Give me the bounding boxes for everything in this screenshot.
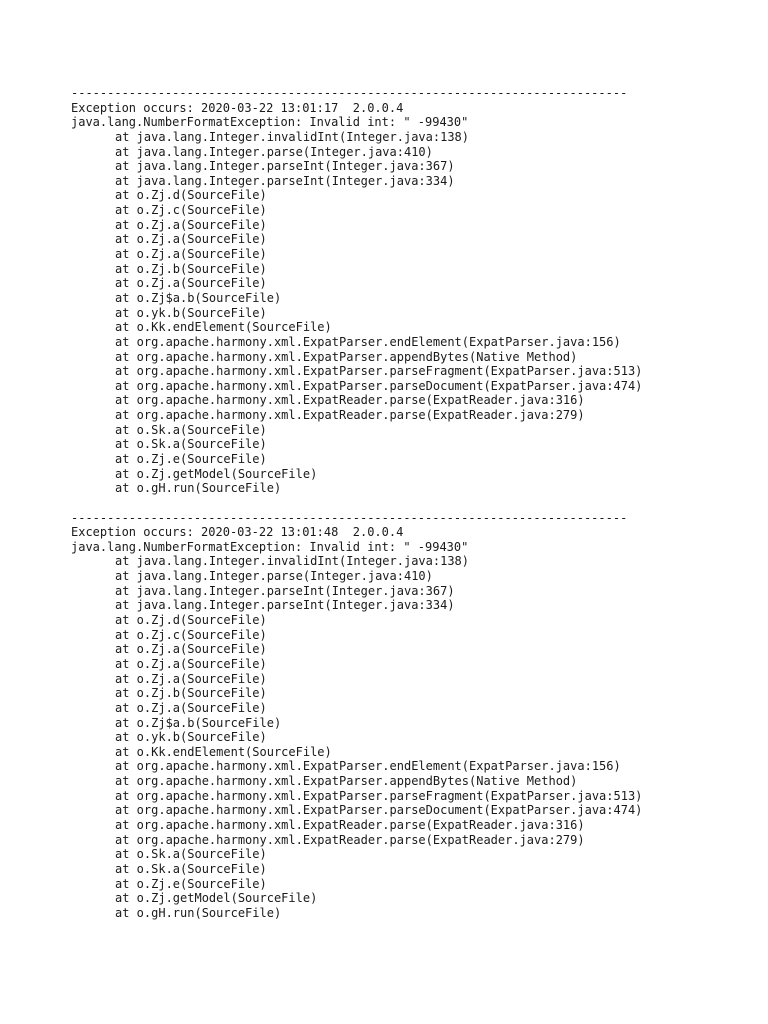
stack-frame: at o.Zj.e(SourceFile)	[115, 876, 267, 891]
stack-frame: at o.Sk.a(SourceFile)	[115, 437, 267, 452]
stack-frame: at org.apache.harmony.xml.ExpatParser.appendBytes(Native Method)	[115, 774, 578, 789]
stack-frame: at org.apache.harmony.xml.ExpatParser.endElement(ExpatParser.java:156)	[115, 334, 621, 349]
stack-frame: at org.apache.harmony.xml.ExpatParser.parseFragment(ExpatParser.java:513)	[115, 364, 643, 379]
stack-frame: at o.Zj.getModel(SourceFile)	[115, 891, 318, 906]
stack-frame: at java.lang.Integer.parseInt(Integer.java:334)	[115, 598, 455, 613]
exception-block	[71, 511, 751, 921]
stack-frame: at o.Zj.d(SourceFile)	[115, 613, 267, 628]
stack-frame: at o.Sk.a(SourceFile)	[115, 422, 267, 437]
separator-line: -----------------------------------------------------------------------------	[71, 86, 628, 100]
stack-frame: at o.Zj.a(SourceFile)	[115, 247, 267, 262]
exception-message: java.lang.NumberFormatException: Invalid int: " -99430"	[71, 115, 469, 130]
stack-frame: at o.Kk.endElement(SourceFile)	[115, 320, 332, 335]
stack-frame: at o.Zj.a(SourceFile)	[115, 656, 267, 671]
stack-frame: at java.lang.Integer.invalidInt(Integer.java:138)	[115, 129, 470, 144]
stack-frame: at org.apache.harmony.xml.ExpatReader.parse(ExpatReader.java:279)	[115, 408, 585, 423]
stack-frame: at org.apache.harmony.xml.ExpatReader.parse(ExpatReader.java:316)	[115, 817, 585, 832]
stack-frame: at o.Zj.d(SourceFile)	[115, 188, 267, 203]
exception-header: Exception occurs: 2020-03-22 13:01:17 2.0.0.4	[71, 100, 404, 115]
stack-frame: at o.Zj.a(SourceFile)	[115, 217, 267, 232]
stack-frame: at o.Zj.b(SourceFile)	[115, 261, 267, 276]
stack-frame: at org.apache.harmony.xml.ExpatParser.endElement(ExpatParser.java:156)	[115, 759, 621, 774]
stack-frame: at o.Zj.e(SourceFile)	[115, 452, 267, 467]
exception-block	[71, 86, 751, 496]
stack-frame: at java.lang.Integer.invalidInt(Integer.java:138)	[115, 554, 470, 569]
separator-line: -----------------------------------------------------------------------------	[71, 510, 628, 525]
stack-frame: at org.apache.harmony.xml.ExpatParser.appendBytes(Native Method)	[115, 349, 578, 364]
stack-frame: at o.Kk.endElement(SourceFile)	[115, 744, 332, 759]
log-document	[71, 86, 751, 920]
stack-frame: at java.lang.Integer.parseInt(Integer.java:367)	[115, 583, 455, 598]
exception-header: Exception occurs: 2020-03-22 13:01:48 2.0.0.4	[71, 525, 404, 540]
stack-frame: at o.Zj.a(SourceFile)	[115, 700, 267, 715]
stack-frame: at org.apache.harmony.xml.ExpatParser.parseFragment(ExpatParser.java:513)	[115, 788, 643, 803]
stack-frame: at o.Sk.a(SourceFile)	[115, 847, 267, 862]
stack-frame: at org.apache.harmony.xml.ExpatParser.parseDocument(ExpatParser.java:474)	[115, 378, 643, 393]
stack-frame: at o.Zj.c(SourceFile)	[115, 627, 267, 642]
stack-frame: at java.lang.Integer.parseInt(Integer.java:334)	[115, 173, 455, 188]
stack-frame: at o.Zj.a(SourceFile)	[115, 671, 267, 686]
stack-frame: at java.lang.Integer.parse(Integer.java:410)	[115, 144, 433, 159]
stack-frame: at o.gH.run(SourceFile)	[115, 481, 282, 496]
stack-frame: at o.gH.run(SourceFile)	[115, 905, 282, 920]
stack-frame: at o.Zj.b(SourceFile)	[115, 686, 267, 701]
stack-frame: at java.lang.Integer.parse(Integer.java:410)	[115, 569, 433, 584]
stack-frame: at org.apache.harmony.xml.ExpatReader.parse(ExpatReader.java:279)	[115, 832, 585, 847]
stack-frame: at o.Zj.a(SourceFile)	[115, 276, 267, 291]
stack-frame: at org.apache.harmony.xml.ExpatReader.parse(ExpatReader.java:316)	[115, 393, 585, 408]
stack-frame: at o.yk.b(SourceFile)	[115, 730, 267, 745]
stack-frame: at o.Zj$a.b(SourceFile)	[115, 715, 282, 730]
stack-frame: at o.Zj.c(SourceFile)	[115, 203, 267, 218]
exception-message: java.lang.NumberFormatException: Invalid int: " -99430"	[71, 539, 469, 554]
exception-log	[71, 86, 751, 920]
stack-frame: at o.Sk.a(SourceFile)	[115, 861, 267, 876]
stack-frame: at org.apache.harmony.xml.ExpatParser.parseDocument(ExpatParser.java:474)	[115, 803, 643, 818]
stack-frame: at o.yk.b(SourceFile)	[115, 305, 267, 320]
stack-frame: at o.Zj.a(SourceFile)	[115, 642, 267, 657]
stack-frame: at o.Zj$a.b(SourceFile)	[115, 290, 282, 305]
stack-frame: at java.lang.Integer.parseInt(Integer.java:367)	[115, 159, 455, 174]
stack-frame: at o.Zj.getModel(SourceFile)	[115, 466, 318, 481]
stack-frame: at o.Zj.a(SourceFile)	[115, 232, 267, 247]
